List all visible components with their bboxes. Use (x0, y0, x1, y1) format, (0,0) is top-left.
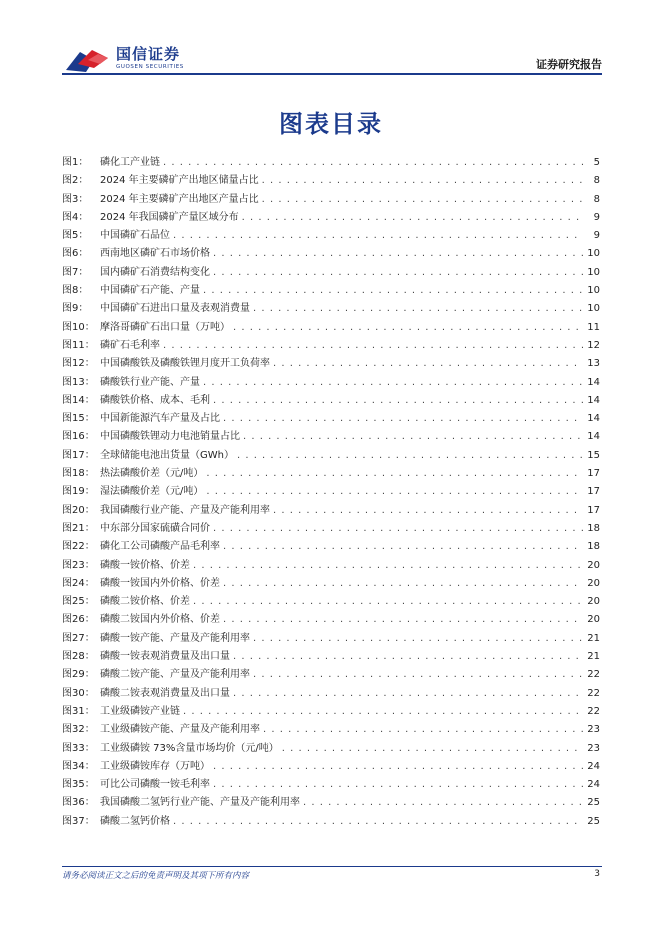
toc-entry-title: 国内磷矿石消费结构变化 (100, 266, 210, 278)
toc-entry-title: 磷酸铁价格、成本、毛利 (100, 394, 210, 406)
toc-leader-dots (282, 740, 583, 758)
toc-entry[interactable] (62, 611, 600, 629)
toc-leader-dots (213, 245, 583, 263)
toc-entry-title: 工业级磷铵产业链 (100, 705, 180, 717)
toc-entry[interactable] (62, 337, 600, 355)
toc-entry-number: 图22： (62, 541, 95, 553)
toc-leader-dots (263, 721, 583, 739)
toc-entry-page: 18 (587, 541, 600, 553)
toc-entry-page: 10 (587, 285, 600, 297)
toc-entry-page: 17 (587, 486, 600, 498)
toc-entry-page: 14 (587, 413, 600, 425)
toc-entry-title: 我国磷酸二氢钙行业产能、产量及产能利用率 (100, 797, 300, 809)
toc-entry-page: 14 (587, 376, 600, 388)
toc-entry-page: 15 (587, 449, 600, 461)
toc-entry-title: 2024 年主要磷矿产出地区产量占比 (100, 193, 259, 205)
toc-entry-number: 图17： (62, 449, 95, 461)
toc-entry-number: 图3： (62, 193, 89, 205)
toc-entry-number: 图36： (62, 797, 95, 809)
toc-entry-number: 图19： (62, 486, 95, 498)
toc-entry-title: 磷矿石毛利率 (100, 339, 160, 351)
logo-english-name: GUOSEN SECURITIES (116, 64, 184, 70)
toc-leader-dots (233, 319, 583, 337)
toc-entry-page: 20 (587, 577, 600, 589)
toc-entry-page: 21 (587, 651, 600, 663)
toc-entry-title: 我国磷酸行业产能、产量及产能利用率 (100, 504, 270, 516)
toc-leader-dots (273, 502, 583, 520)
toc-entry-title: 工业级磷铵产能、产量及产能利用率 (100, 724, 260, 736)
toc-entry[interactable] (62, 721, 600, 739)
toc-entry[interactable] (62, 502, 600, 520)
toc-entry[interactable] (62, 410, 600, 428)
toc-entry-number: 图33： (62, 742, 95, 754)
toc-leader-dots (173, 813, 583, 831)
toc-leader-dots (233, 648, 583, 666)
toc-entry[interactable] (62, 703, 600, 721)
toc-entry-number: 图14： (62, 394, 95, 406)
toc-entry[interactable] (62, 740, 600, 758)
toc-entry-page: 24 (587, 760, 600, 772)
toc-entry-title: 2024 年主要磷矿产出地区储量占比 (100, 175, 259, 187)
table-of-figures (62, 154, 600, 831)
toc-leader-dots (253, 630, 583, 648)
toc-entry-page: 9 (593, 211, 600, 223)
toc-entry-title: 磷酸一铵产能、产量及产能利用率 (100, 632, 250, 644)
toc-entry[interactable] (62, 154, 600, 172)
toc-entry-number: 图6： (62, 248, 89, 260)
toc-entry-page: 22 (587, 687, 600, 699)
header-divider (62, 73, 602, 75)
toc-entry-number: 图34： (62, 760, 95, 772)
report-type-label: 证券研究报告 (536, 58, 602, 71)
toc-entry-page: 10 (587, 303, 600, 315)
toc-entry[interactable] (62, 483, 600, 501)
toc-entry-title: 磷酸二铵国内外价格、价差 (100, 614, 220, 626)
toc-leader-dots (253, 300, 583, 318)
toc-entry[interactable] (62, 794, 600, 812)
toc-entry-page: 23 (587, 724, 600, 736)
toc-leader-dots (223, 611, 583, 629)
toc-entry-number: 图11： (62, 339, 95, 351)
toc-entry-title: 工业级磷铵库存（万吨） (100, 760, 210, 772)
toc-leader-dots (173, 227, 583, 245)
toc-entry-page: 5 (593, 157, 600, 168)
toc-entry-number: 图20： (62, 504, 95, 516)
toc-entry-page: 20 (587, 614, 600, 626)
toc-entry[interactable] (62, 630, 600, 648)
toc-leader-dots (193, 593, 583, 611)
toc-entry-title: 中国磷酸铁及磷酸铁锂月度开工负荷率 (100, 358, 270, 370)
toc-entry[interactable] (62, 538, 600, 556)
page-number: 3 (594, 869, 600, 879)
toc-entry[interactable] (62, 666, 600, 684)
page-header (62, 44, 602, 76)
toc-leader-dots (262, 172, 583, 190)
toc-entry-title: 中国磷酸铁锂动力电池销量占比 (100, 431, 240, 443)
toc-entry-number: 图31： (62, 705, 95, 717)
toc-leader-dots (213, 392, 583, 410)
toc-leader-dots (243, 428, 583, 446)
toc-entry-number: 图12： (62, 358, 95, 370)
toc-entry-number: 图7： (62, 266, 89, 278)
toc-entry-title: 磷化工公司磷酸产品毛利率 (100, 541, 220, 553)
toc-entry[interactable] (62, 428, 600, 446)
toc-entry[interactable] (62, 557, 600, 575)
toc-leader-dots (253, 666, 583, 684)
toc-entry[interactable] (62, 282, 600, 300)
toc-entry-number: 图15： (62, 413, 95, 425)
toc-entry[interactable] (62, 813, 600, 831)
toc-entry-title: 中国磷矿石产能、产量 (100, 285, 200, 297)
toc-entry-title: 磷酸二铵价格、价差 (100, 596, 190, 608)
toc-entry-title: 中国磷矿石进出口量及表观消费量 (100, 303, 250, 315)
toc-entry-number: 图26： (62, 614, 95, 626)
toc-entry[interactable] (62, 520, 600, 538)
toc-leader-dots (163, 154, 583, 172)
toc-entry-title: 磷酸二铵产能、产量及产能利用率 (100, 669, 250, 681)
toc-entry[interactable] (62, 575, 600, 593)
toc-entry[interactable] (62, 465, 600, 483)
toc-leader-dots (203, 282, 583, 300)
toc-leader-dots (183, 703, 583, 721)
toc-leader-dots (242, 209, 583, 227)
toc-entry-page: 13 (587, 358, 600, 370)
toc-entry[interactable] (62, 685, 600, 703)
toc-leader-dots (273, 355, 583, 373)
toc-entry-number: 图37： (62, 815, 95, 827)
toc-entry[interactable] (62, 776, 600, 794)
toc-entry-title: 磷酸二铵表观消费量及出口量 (100, 687, 230, 699)
toc-leader-dots (233, 685, 583, 703)
toc-entry[interactable] (62, 300, 600, 318)
toc-entry-number: 图29： (62, 669, 95, 681)
toc-entry-page: 14 (587, 431, 600, 443)
toc-entry-page: 23 (587, 742, 600, 754)
toc-leader-dots (193, 557, 583, 575)
toc-entry[interactable] (62, 227, 600, 245)
toc-entry[interactable] (62, 648, 600, 666)
toc-entry-number: 图27： (62, 632, 95, 644)
toc-entry-title: 中东部分国家硫磺合同价 (100, 522, 210, 534)
toc-entry-title: 磷酸二氢钙价格 (100, 815, 170, 827)
toc-leader-dots (223, 575, 583, 593)
toc-entry-page: 8 (593, 193, 600, 205)
toc-entry-page: 17 (587, 468, 600, 480)
toc-entry-page: 14 (587, 394, 600, 406)
guosen-logo (64, 46, 184, 76)
toc-entry-title: 西南地区磷矿石市场价格 (100, 248, 210, 260)
toc-entry-title: 磷酸一铵表观消费量及出口量 (100, 651, 230, 663)
toc-entry[interactable] (62, 191, 600, 209)
toc-leader-dots (213, 758, 583, 776)
toc-leader-dots (213, 776, 583, 794)
page-title: 图表目录 (279, 110, 383, 138)
toc-entry[interactable] (62, 593, 600, 611)
toc-entry-title: 工业级磷铵 73%含量市场均价（元/吨） (100, 742, 279, 754)
toc-entry[interactable] (62, 319, 600, 337)
toc-entry-page: 11 (587, 321, 600, 333)
toc-leader-dots (237, 447, 583, 465)
toc-entry-page: 9 (593, 230, 600, 242)
toc-leader-dots (206, 483, 583, 501)
logo-chinese-name: 国信证券 (116, 45, 181, 63)
toc-entry-title: 2024 年我国磷矿产量区域分布 (100, 211, 239, 223)
toc-entry-page: 25 (587, 815, 600, 827)
toc-entry[interactable] (62, 172, 600, 190)
toc-leader-dots (223, 538, 583, 556)
toc-entry-page: 24 (587, 779, 600, 791)
toc-entry-number: 图24： (62, 577, 95, 589)
toc-entry-number: 图5： (62, 230, 89, 242)
toc-entry-number: 图32： (62, 724, 95, 736)
toc-entry-title: 磷酸一铵价格、价差 (100, 559, 190, 571)
toc-entry-number: 图21： (62, 522, 95, 534)
toc-entry-title: 热法磷酸价差（元/吨） (100, 468, 204, 480)
toc-entry-page: 17 (587, 504, 600, 516)
toc-entry-number: 图28： (62, 651, 95, 663)
toc-entry-page: 22 (587, 669, 600, 681)
toc-entry-page: 20 (587, 559, 600, 571)
toc-entry[interactable] (62, 758, 600, 776)
toc-entry-page: 8 (593, 175, 600, 187)
toc-entry[interactable] (62, 355, 600, 373)
toc-entry-page: 20 (587, 596, 600, 608)
toc-entry-title: 磷化工产业链 (100, 157, 160, 168)
toc-entry[interactable] (62, 392, 600, 410)
toc-entry-page: 22 (587, 705, 600, 717)
toc-leader-dots (262, 191, 583, 209)
toc-entry-page: 12 (587, 339, 600, 351)
toc-entry-title: 磷酸铁行业产能、产量 (100, 376, 200, 388)
toc-entry-number: 图13： (62, 376, 95, 388)
toc-entry-title: 磷酸一铵国内外价格、价差 (100, 577, 220, 589)
toc-entry-title: 摩洛哥磷矿石出口量（万吨） (100, 321, 230, 333)
guosen-logo-icon (64, 46, 110, 76)
toc-entry-number: 图1： (62, 157, 89, 168)
toc-leader-dots (206, 465, 583, 483)
toc-entry-number: 图8： (62, 285, 89, 297)
toc-entry-number: 图4： (62, 211, 89, 223)
toc-entry[interactable] (62, 245, 600, 263)
toc-entry[interactable] (62, 447, 600, 465)
toc-entry-page: 21 (587, 632, 600, 644)
toc-leader-dots (223, 410, 583, 428)
toc-entry-title: 中国磷矿石品位 (100, 230, 170, 242)
toc-entry-page: 25 (587, 797, 600, 809)
toc-entry-number: 图30： (62, 687, 95, 699)
toc-entry-title: 全球储能电池出货量（GWh） (100, 449, 234, 461)
toc-leader-dots (303, 794, 583, 812)
footer-disclaimer: 请务必阅读正文之后的免责声明及其项下所有内容 (62, 871, 250, 881)
toc-leader-dots (163, 337, 583, 355)
toc-entry-page: 18 (587, 522, 600, 534)
toc-entry-number: 图35： (62, 779, 95, 791)
toc-leader-dots (213, 264, 583, 282)
toc-leader-dots (213, 520, 583, 538)
toc-entry-title: 湿法磷酸价差（元/吨） (100, 486, 204, 498)
toc-entry-number: 图16： (62, 431, 95, 443)
toc-entry-number: 图2： (62, 175, 89, 187)
toc-entry-number: 图25： (62, 596, 95, 608)
toc-leader-dots (203, 374, 583, 392)
toc-entry-title: 可比公司磷酸一铵毛利率 (100, 779, 210, 791)
toc-entry[interactable] (62, 264, 600, 282)
footer-divider (62, 866, 602, 867)
toc-entry-number: 图9： (62, 303, 89, 315)
toc-entry-number: 图23： (62, 559, 95, 571)
toc-entry[interactable] (62, 209, 600, 227)
toc-entry-number: 图10： (62, 321, 95, 333)
toc-entry-page: 10 (587, 248, 600, 260)
toc-entry[interactable] (62, 374, 600, 392)
toc-entry-number: 图18： (62, 468, 95, 480)
toc-entry-page: 10 (587, 266, 600, 278)
toc-entry-title: 中国新能源汽车产量及占比 (100, 413, 220, 425)
